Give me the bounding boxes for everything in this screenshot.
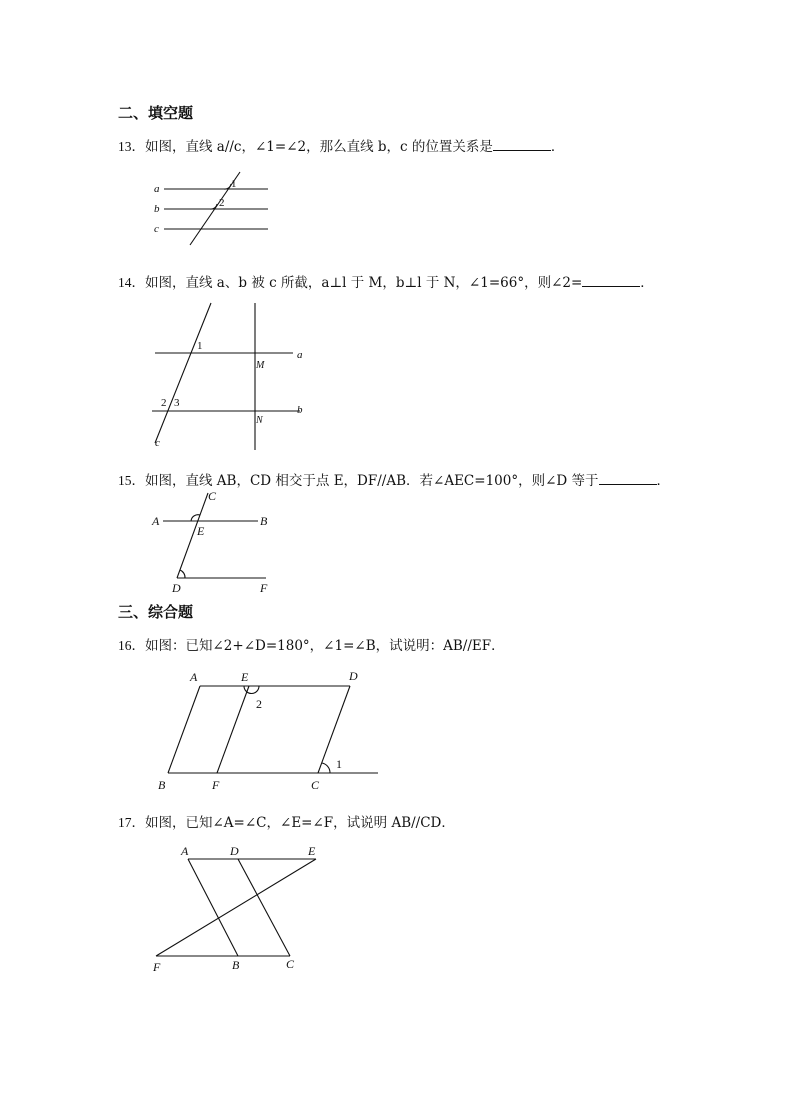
label-angle-1: 1 <box>231 178 237 190</box>
question-16 <box>118 634 505 654</box>
question-15 <box>118 469 670 489</box>
question-end: ． <box>656 473 671 489</box>
label-E: E <box>197 524 205 538</box>
label-D: D <box>230 844 239 858</box>
angle-D-arc <box>180 570 185 578</box>
section-title-comprehensive: 三、综合题 <box>118 603 194 621</box>
line-AB <box>188 859 238 956</box>
angle-1-arc <box>224 184 231 189</box>
label-C: C <box>311 778 320 792</box>
angle-1-arc <box>322 763 330 773</box>
figure-q16 <box>150 665 385 795</box>
label-b: b <box>297 404 303 416</box>
question-text: 如图：已知∠2+∠D=180°，∠1=∠B，试说明：AB//EF． <box>145 638 505 654</box>
label-angle-1: 1 <box>197 340 203 352</box>
label-F: F <box>212 778 220 792</box>
label-N: N <box>256 415 263 426</box>
label-angle-2: 2 <box>256 697 262 711</box>
label-E: E <box>241 670 249 684</box>
answer-blank[interactable] <box>599 472 657 485</box>
label-E: E <box>308 844 316 858</box>
label-C: C <box>286 957 295 971</box>
label-M: M <box>256 360 265 371</box>
line-DC <box>238 859 290 956</box>
question-17 <box>118 811 455 831</box>
section-title-fill-blank: 二、填空题 <box>118 104 194 122</box>
figure-q13 <box>150 170 280 250</box>
line-c <box>155 303 211 443</box>
question-number: 15． <box>118 473 145 488</box>
question-number: 17． <box>118 815 145 830</box>
label-A: A <box>190 670 198 684</box>
question-text: 如图，已知∠A=∠C，∠E=∠F，试说明 AB//CD． <box>145 815 455 831</box>
figure-q17 <box>148 838 333 978</box>
line-EF <box>156 859 316 956</box>
question-number: 14． <box>118 275 145 290</box>
question-14 <box>118 271 654 291</box>
question-text: 如图，直线 a、b 被 c 所截，a⊥l 于 M，b⊥l 于 N，∠1=66°，则∠2= <box>145 275 583 291</box>
label-F: F <box>260 581 268 595</box>
label-B: B <box>232 958 240 972</box>
label-angle-2: 2 <box>219 197 225 209</box>
question-end: ． <box>550 139 565 155</box>
label-A: A <box>152 514 160 528</box>
label-D: D <box>349 669 358 683</box>
line-DC <box>318 686 350 773</box>
label-a: a <box>297 349 303 361</box>
label-c: c <box>154 223 159 235</box>
answer-blank[interactable] <box>493 138 551 151</box>
figure-q14 <box>145 298 320 453</box>
question-text: 如图，直线 AB，CD 相交于点 E，DF//AB．若∠AEC=100°，则∠D 等于 <box>145 473 599 489</box>
line-AB <box>168 686 200 773</box>
line-EF <box>217 686 249 773</box>
label-F: F <box>153 960 161 974</box>
label-angle-2: 2 <box>161 397 167 409</box>
question-13 <box>118 135 564 155</box>
label-B: B <box>158 778 166 792</box>
angle-2-arc <box>210 204 217 209</box>
figure-q15 <box>148 488 283 598</box>
label-c: c <box>155 437 160 449</box>
label-B: B <box>260 514 268 528</box>
question-number: 13． <box>118 139 145 154</box>
question-end: ． <box>640 275 654 291</box>
question-number: 16． <box>118 638 145 653</box>
answer-blank[interactable] <box>582 274 640 287</box>
label-C: C <box>208 489 217 503</box>
label-angle-1: 1 <box>336 757 342 771</box>
label-b: b <box>154 203 160 215</box>
label-angle-3: 3 <box>174 397 180 409</box>
label-A: A <box>181 844 189 858</box>
label-D: D <box>172 581 181 595</box>
label-a: a <box>154 183 160 195</box>
question-text: 如图，直线 a//c，∠1=∠2，那么直线 b，c 的位置关系是 <box>145 139 493 155</box>
